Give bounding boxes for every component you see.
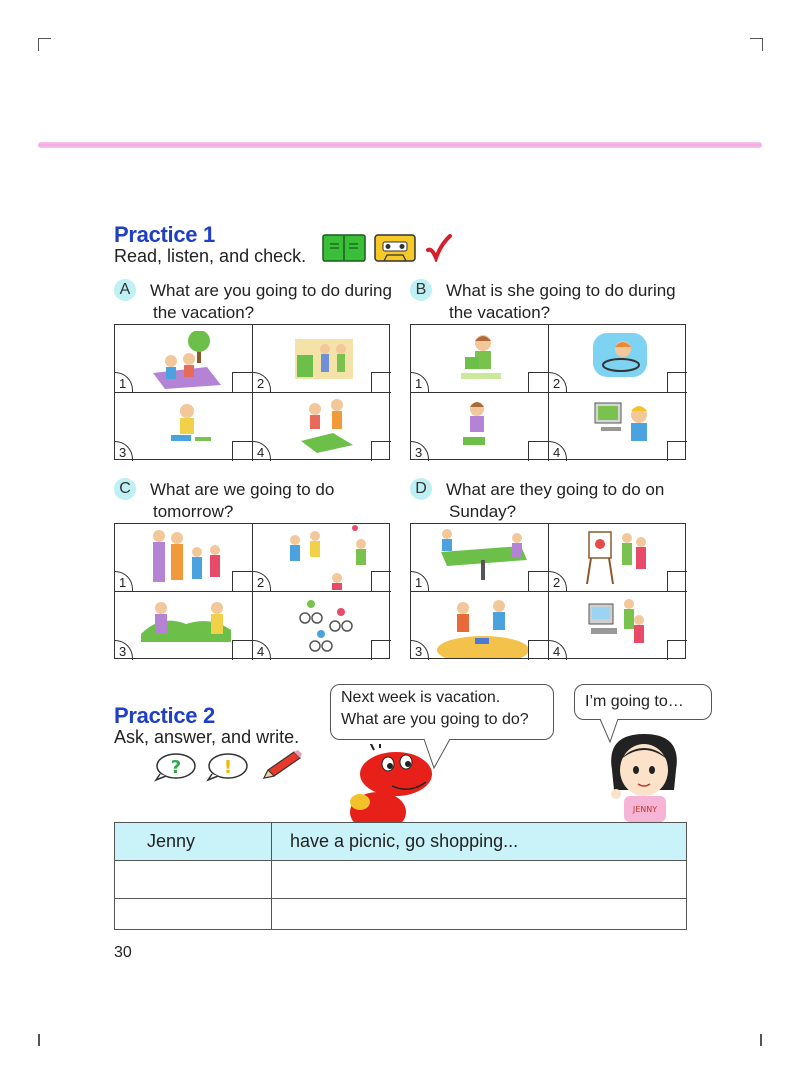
- picture-number: 1: [411, 571, 429, 591]
- library-picture: [435, 594, 529, 658]
- picture-cell: [411, 393, 549, 461]
- table-cell-name[interactable]: [115, 899, 272, 930]
- check-box[interactable]: [667, 372, 687, 392]
- table-row: [115, 823, 687, 861]
- crop-mark-top-right: [750, 38, 763, 51]
- section-b-badge: B: [410, 279, 432, 301]
- dino-speech-line2: What are you going to do?: [341, 711, 529, 728]
- section-c-picture-grid: [114, 523, 390, 659]
- picture-number: 3: [411, 441, 429, 461]
- decorative-pink-rule: [38, 142, 762, 148]
- picture-number: 4: [253, 441, 271, 461]
- section-c-question-line1: What are we going to do: [150, 480, 335, 499]
- cassette-icon: [374, 234, 416, 262]
- picture-number: 3: [411, 640, 429, 660]
- picture-number: 3: [115, 640, 133, 660]
- section-d-question-line1: What are they going to do on: [446, 480, 665, 499]
- section-d-badge: D: [410, 478, 432, 500]
- section-b-picture-grid: [410, 324, 686, 460]
- table-row: [115, 899, 687, 930]
- painting-picture: [583, 526, 653, 588]
- table-cell-answer[interactable]: [272, 861, 687, 899]
- pencil-icon: [258, 748, 304, 782]
- check-box[interactable]: [232, 640, 252, 660]
- svg-text:?: ?: [170, 757, 182, 778]
- dino-speech-bubble: [330, 684, 554, 740]
- table-row: [115, 861, 687, 899]
- computer-picture: [589, 397, 659, 455]
- check-box[interactable]: [528, 372, 548, 392]
- shirt-text: JENNY: [632, 805, 658, 814]
- check-box[interactable]: [371, 640, 391, 660]
- section-c-question-line2: tomorrow?: [153, 502, 234, 521]
- picture-cell: [411, 325, 549, 393]
- table-cell-name: Jenny: [115, 823, 272, 861]
- picture-cell: [253, 592, 391, 660]
- reading-picture: [159, 397, 219, 455]
- girl-puzzle-picture: [455, 397, 511, 455]
- check-box[interactable]: [667, 441, 687, 461]
- section-b-question-line1: What is she going to do during: [446, 281, 676, 300]
- picture-cell: [253, 524, 391, 592]
- picture-cell: [115, 592, 253, 660]
- picture-cell: [253, 393, 391, 461]
- family-picture: [143, 526, 233, 590]
- crop-mark-top-left: [38, 38, 51, 51]
- crop-mark-bottom-left: [38, 1034, 40, 1046]
- picture-cell: [549, 393, 687, 461]
- practice2-title: Practice 2: [114, 703, 215, 728]
- girl-speech-bubble: I’m going to…: [574, 684, 712, 720]
- picnic-picture: [145, 331, 225, 389]
- check-box[interactable]: [528, 571, 548, 591]
- check-box[interactable]: [528, 640, 548, 660]
- table-cell-name[interactable]: [115, 861, 272, 899]
- picture-cell: [115, 393, 253, 461]
- girl-reading-picture: [451, 329, 511, 389]
- cycling-picture: [291, 594, 361, 658]
- picture-number: 3: [115, 441, 133, 461]
- picture-cell: [411, 524, 549, 592]
- picture-number: 1: [115, 571, 133, 591]
- shopping-picture: [289, 331, 359, 389]
- section-a-badge: A: [114, 279, 136, 301]
- section-a-question-line1: What are you going to do during: [150, 281, 392, 300]
- picture-cell: [115, 325, 253, 393]
- section-c-badge: C: [114, 478, 136, 500]
- check-box[interactable]: [232, 571, 252, 591]
- book-icon: [322, 234, 366, 262]
- check-box[interactable]: [371, 441, 391, 461]
- dino-speech-line1: Next week is vacation.: [341, 689, 501, 706]
- check-box[interactable]: [667, 571, 687, 591]
- practice1-title: Practice 1: [114, 222, 215, 247]
- picture-cell: [115, 524, 253, 592]
- picture-number: 4: [549, 640, 567, 660]
- crop-mark-bottom-right: [760, 1034, 762, 1046]
- ping-pong-picture: [431, 526, 531, 588]
- answer-table: [114, 822, 687, 930]
- picture-number: 1: [115, 372, 133, 392]
- picture-number: 2: [549, 372, 567, 392]
- computer-game-picture: [583, 594, 653, 656]
- svg-text:!: !: [223, 757, 233, 778]
- check-box[interactable]: [528, 441, 548, 461]
- swimming-picture: [587, 329, 653, 387]
- practice2-instruction: Ask, answer, and write.: [114, 727, 300, 747]
- check-box[interactable]: [371, 372, 391, 392]
- section-a-picture-grid: [114, 324, 390, 460]
- picture-cell: [253, 325, 391, 393]
- check-box[interactable]: [371, 571, 391, 591]
- picture-cell: [549, 524, 687, 592]
- checkmark-icon: [426, 234, 452, 262]
- check-box[interactable]: [232, 441, 252, 461]
- check-box[interactable]: [667, 640, 687, 660]
- picture-number: 1: [411, 372, 429, 392]
- red-dinosaur-character: [330, 744, 442, 822]
- hiking-picture: [131, 594, 241, 656]
- picture-cell: [549, 325, 687, 393]
- picture-number: 2: [549, 571, 567, 591]
- page-number: 30: [114, 944, 132, 961]
- picture-number: 4: [253, 640, 271, 660]
- picture-number: 4: [549, 441, 567, 461]
- picture-number: 2: [253, 372, 271, 392]
- table-cell-answer: have a picnic, go shopping...: [272, 823, 687, 861]
- exclamation-bubble-icon: [206, 752, 250, 782]
- practice1-instruction: Read, listen, and check.: [114, 246, 307, 266]
- girl-jenny-character: [602, 730, 688, 822]
- picture-number: 2: [253, 571, 271, 591]
- table-cell-answer[interactable]: [272, 899, 687, 930]
- section-d-picture-grid: [410, 523, 686, 659]
- picture-cell: [411, 592, 549, 660]
- section-a-question-line2: the vacation?: [153, 303, 255, 322]
- ball-game-picture: [279, 524, 379, 590]
- section-d-question-line2: Sunday?: [449, 502, 517, 521]
- check-box[interactable]: [232, 372, 252, 392]
- section-b-question-line2: the vacation?: [449, 303, 551, 322]
- picture-cell: [549, 592, 687, 660]
- question-bubble-icon: [154, 752, 198, 782]
- puzzle-picture: [293, 395, 363, 455]
